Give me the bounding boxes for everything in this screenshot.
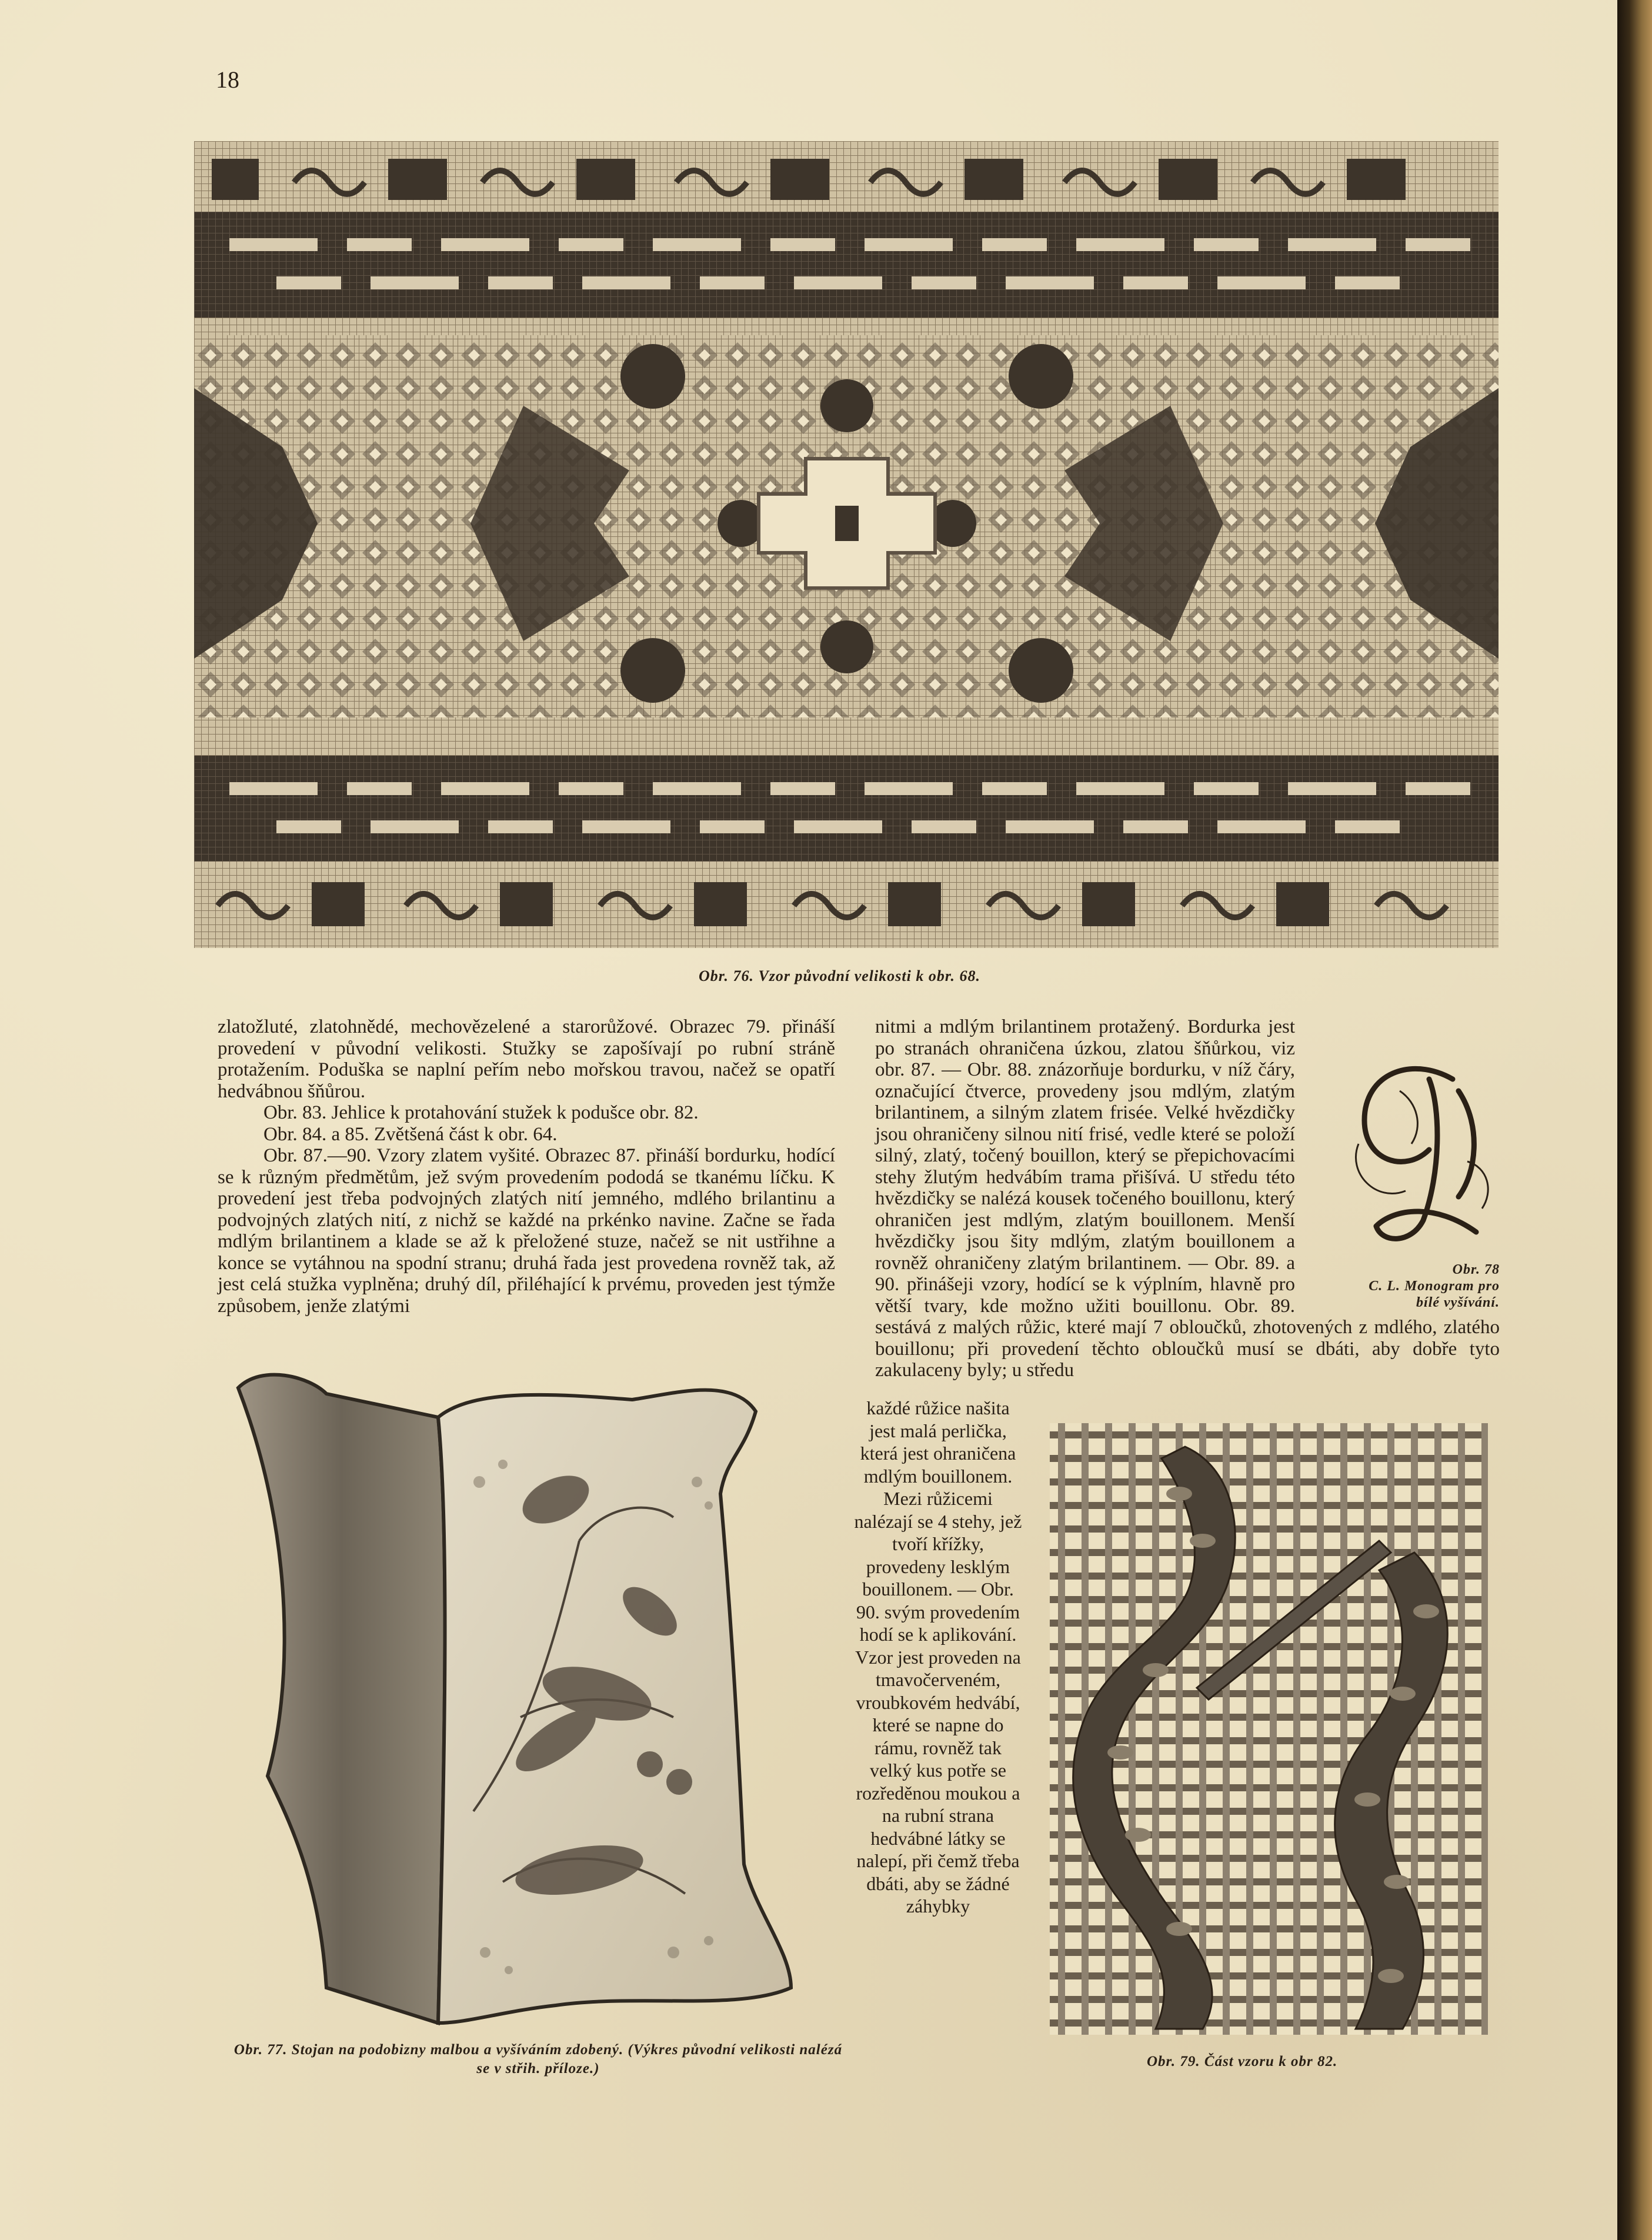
figure-78-caption-title: C. L. Monogram pro [1369, 1278, 1500, 1294]
figure-77-caption: Obr. 77. Stojan na podobizny malbou a vyšíváním zdobený. (Výkres původní velikosti nalézá se v střih. příloze.) [233, 2042, 843, 2077]
left-column-text [218, 1016, 835, 1317]
figure-78-caption [1347, 1261, 1500, 1311]
paragraph-ribbon-cushion: zlatožluté, zlatohnědé, mechovězelené a starorůžové. Obrazec 79. přináší provedení v původní velikosti. Stužky se zapošívají po rubní stráně protažením. Poduška se naplní peřím nebo mořskou travou, načež se opatří hedvábnou šňůrou. [218, 1016, 835, 1102]
book-spine-edge [1617, 0, 1652, 2240]
figure-79-ribbon-embroidery [1050, 1423, 1488, 2035]
figure-77-photo-stand [226, 1364, 850, 2035]
figure-78-caption-subtitle: bílé vyšívání. [1416, 1295, 1500, 1310]
figure-76-embroidery-pattern [194, 141, 1499, 948]
embroidery-pattern-image [194, 141, 1499, 948]
figure-78-monogram [1341, 1056, 1500, 1256]
figure-76-caption: Obr. 76. Vzor původní velikosti k obr. 68. [699, 967, 980, 984]
photo-stand-image [226, 1364, 850, 2035]
paragraph-fig-84-85: Obr. 84. a 85. Zvětšená část k obr. 64. [263, 1123, 558, 1145]
narrow-column-text [853, 1397, 1023, 1918]
figure-79-caption: Obr. 79. Část vzoru k obr 82. [1147, 2054, 1338, 2069]
paragraph-fig-83: Obr. 83. Jehlice k protahování stužek k podušce obr. 82. [263, 1102, 699, 1123]
paragraph-gold-embroidery: nitmi a mdlým brilantinem protažený. Bordurka jest po stranách ohraničena úzkou, zlatou šňůrkou, viz obr. 87. — Obr. 88. znázorňuje bordurku, v níž čáry, označující čtverce, provedeny jsou mdlým, zlatým brilantinem, a silným zlatem frisée. Velké hvězdičky jsou ohraničeny silnou nití frisé, vedle které se položí silný, zlatý, točený bouillon, který se přepichovacími stehy žlutým hedvábím trama přišívá. U středu této hvězdičky se nalézá kousek točeného bouillonu, který ohraničen jest mdlým, zlatým bouillonem. Menší hvězdičky jsou šity mdlým, zlatým bouillonem a rovněž ohraničeny zlatým brilantinem. — Obr. 89. a 90. přinášeji vzory, hodící se k výplním, hlavně pro větší tvary, kde možno užiti bouillonu. Obr. 89. sestává z malých růžic, které mají 7 obloučků, zhotovených z mdlého, zlatého bouillonu; při provedení těchto obloučků musí se dbáti, aby dobře tyto zakulaceny byly; u středu [875, 1016, 1500, 1381]
page-number: 18 [216, 66, 239, 93]
ribbon-embroidery-image [1050, 1423, 1488, 2035]
paragraph-fig-87-90: Obr. 87.—90. Vzory zlatem vyšité. Obrazec 87. přináší bordurku, hodící se k různým předmětům, jež svým provedením pododá se tkanému líčku. K provedení jest třeba podvojných zlatých nití jemného, mdlého brilantinu a podvojných zlatých nití, z nichž se každé na prkénko navine. Začne se řada mdlým brilantinem a klade se až k přeložené stuze, načež se nit ustřihne a konce se vytáhnou na spodní stranu; druhá řada jest provedena rovněž tak, až jest celá stužka vyplněna; druhý díl, přiléhající k prvému, proveden jest týmže způsobem, jenže zlatými [218, 1145, 835, 1317]
monogram-cl-image [1341, 1056, 1500, 1256]
figure-78-caption-number: Obr. 78 [1452, 1262, 1500, 1277]
paragraph-rosettes: každé růžice našita jest malá perlička, která jest ohraničena mdlým bouillonem. Mezi růžicemi nalézají se 4 stehy, jež tvoří křížky, provedeny lesklým bouillonem. — Obr. 90. svým provedením hodí se k aplikování. Vzor jest proveden na tmavočerveném, vroubkovém hedvábí, které se napne do rámu, rovněž tak velký kus potře se rozředěnou moukou a na rubní strana hedvábné látky se nalepí, při čemž třeba dbáti, aby se žádné záhybky [854, 1397, 1022, 1917]
